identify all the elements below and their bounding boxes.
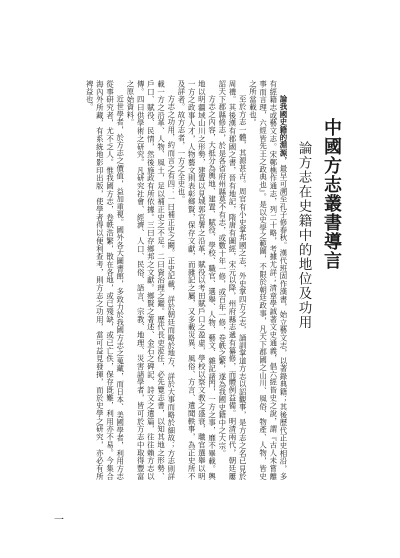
body-paragraph: 方志之功用，約而言之有四：一曰補正史之闕。正史記載，詳於朝廷而略於地方，詳於大事而略於細故；方志則詳載一方之沿革、人物、風土，足以補正史之不足。二曰資治理之鑑。歷代長吏蒞任，必先覽志書，以知其地之形勢、戶口、賦役、民情，然後施政有所依據。三曰存鄉邦之文獻。鄉賢之著述、金石之碑記、詩文之遺篇，往往賴方志以傳。四曰供學術之研究。凡研究社會、經濟、人口、民俗、語言、宗教、地理、災害諸學者，皆可於方志中取得豐富之原始資料。	[125, 80, 176, 480]
body-text	[34, 80, 288, 480]
body-paragraph: 至於方志一體，其源甚古。周官有小史掌邦國之志，外史掌四方之志，誦訓掌道方志以詔觀事，是方志之名已見於周禮。其後漢有郡國之書，晉有地記，隋唐有圖經，宋元以降，州府縣志遞有纂修，而體例益備。明清兩代，朝廷屢詔天下郡縣修志，於是各省府州縣莫不有志，或數十年一修，或百年一修，卷帙之繁，遂為我國史籍中之大宗。	[217, 80, 248, 480]
page-number: 一	[54, 515, 64, 526]
article-title: 論方志在史籍中的地位及功用	[295, 141, 312, 330]
lead-phrase: 論我國史籍的淵源，	[279, 94, 288, 165]
paragraph-text: 最早可溯至孔子修春秋。漢代班固作漢書，始立藝文志，以著錄典籍；其後歷代正史相沿，多有經籍志或藝文志。宋鄭樵作通志，列二十略，考據尤詳；清章學誠著文史通義，倡六經皆史之說，謂『古人未嘗離事而言理，六經皆先王之政典也』。是以史學之範圍，不限於朝廷政事，凡天下郡國之山川、風俗、物產、人物，皆史之所當載也。	[248, 80, 288, 480]
body-paragraph: 近世學者，於方志之價值，益加重視。國外各大圖書館，多致力於我國方志之蒐藏，而日本、美國學者，利用方志從事研究者，尤不乏人。惟我國方志，卷帙浩繁，散在各地，或已殘缺，或已亡佚，保存既難，利用亦不易。今集合海內外所藏，有系統地影印出版，使學者得以便利查考，則方志之功用，當可益見發揮，而於史學之研究，亦必有所裨益也。	[85, 80, 125, 480]
book-title: 中國方志叢書導言	[321, 118, 342, 270]
body-paragraph	[247, 80, 288, 480]
body-paragraph: 方志之內容，大抵分為輿地、建置、賦役、學校、職官、選舉、人物、藝文、雜記諸門，一方之事，靡不畢載。輿地以明疆域山川之形勢，建置以見城郭官署之沿革，賦役以考田賦戶口之盈虛，學校以察文教之盛衰，職官選舉以明一方之政事人才，人物藝文則表彰鄉賢，保存文獻，而雜記之屬，又多載災異、風俗、方言、遺聞軼事，為正史所不及詳者。故方志者，一方之全史也。	[176, 80, 217, 480]
